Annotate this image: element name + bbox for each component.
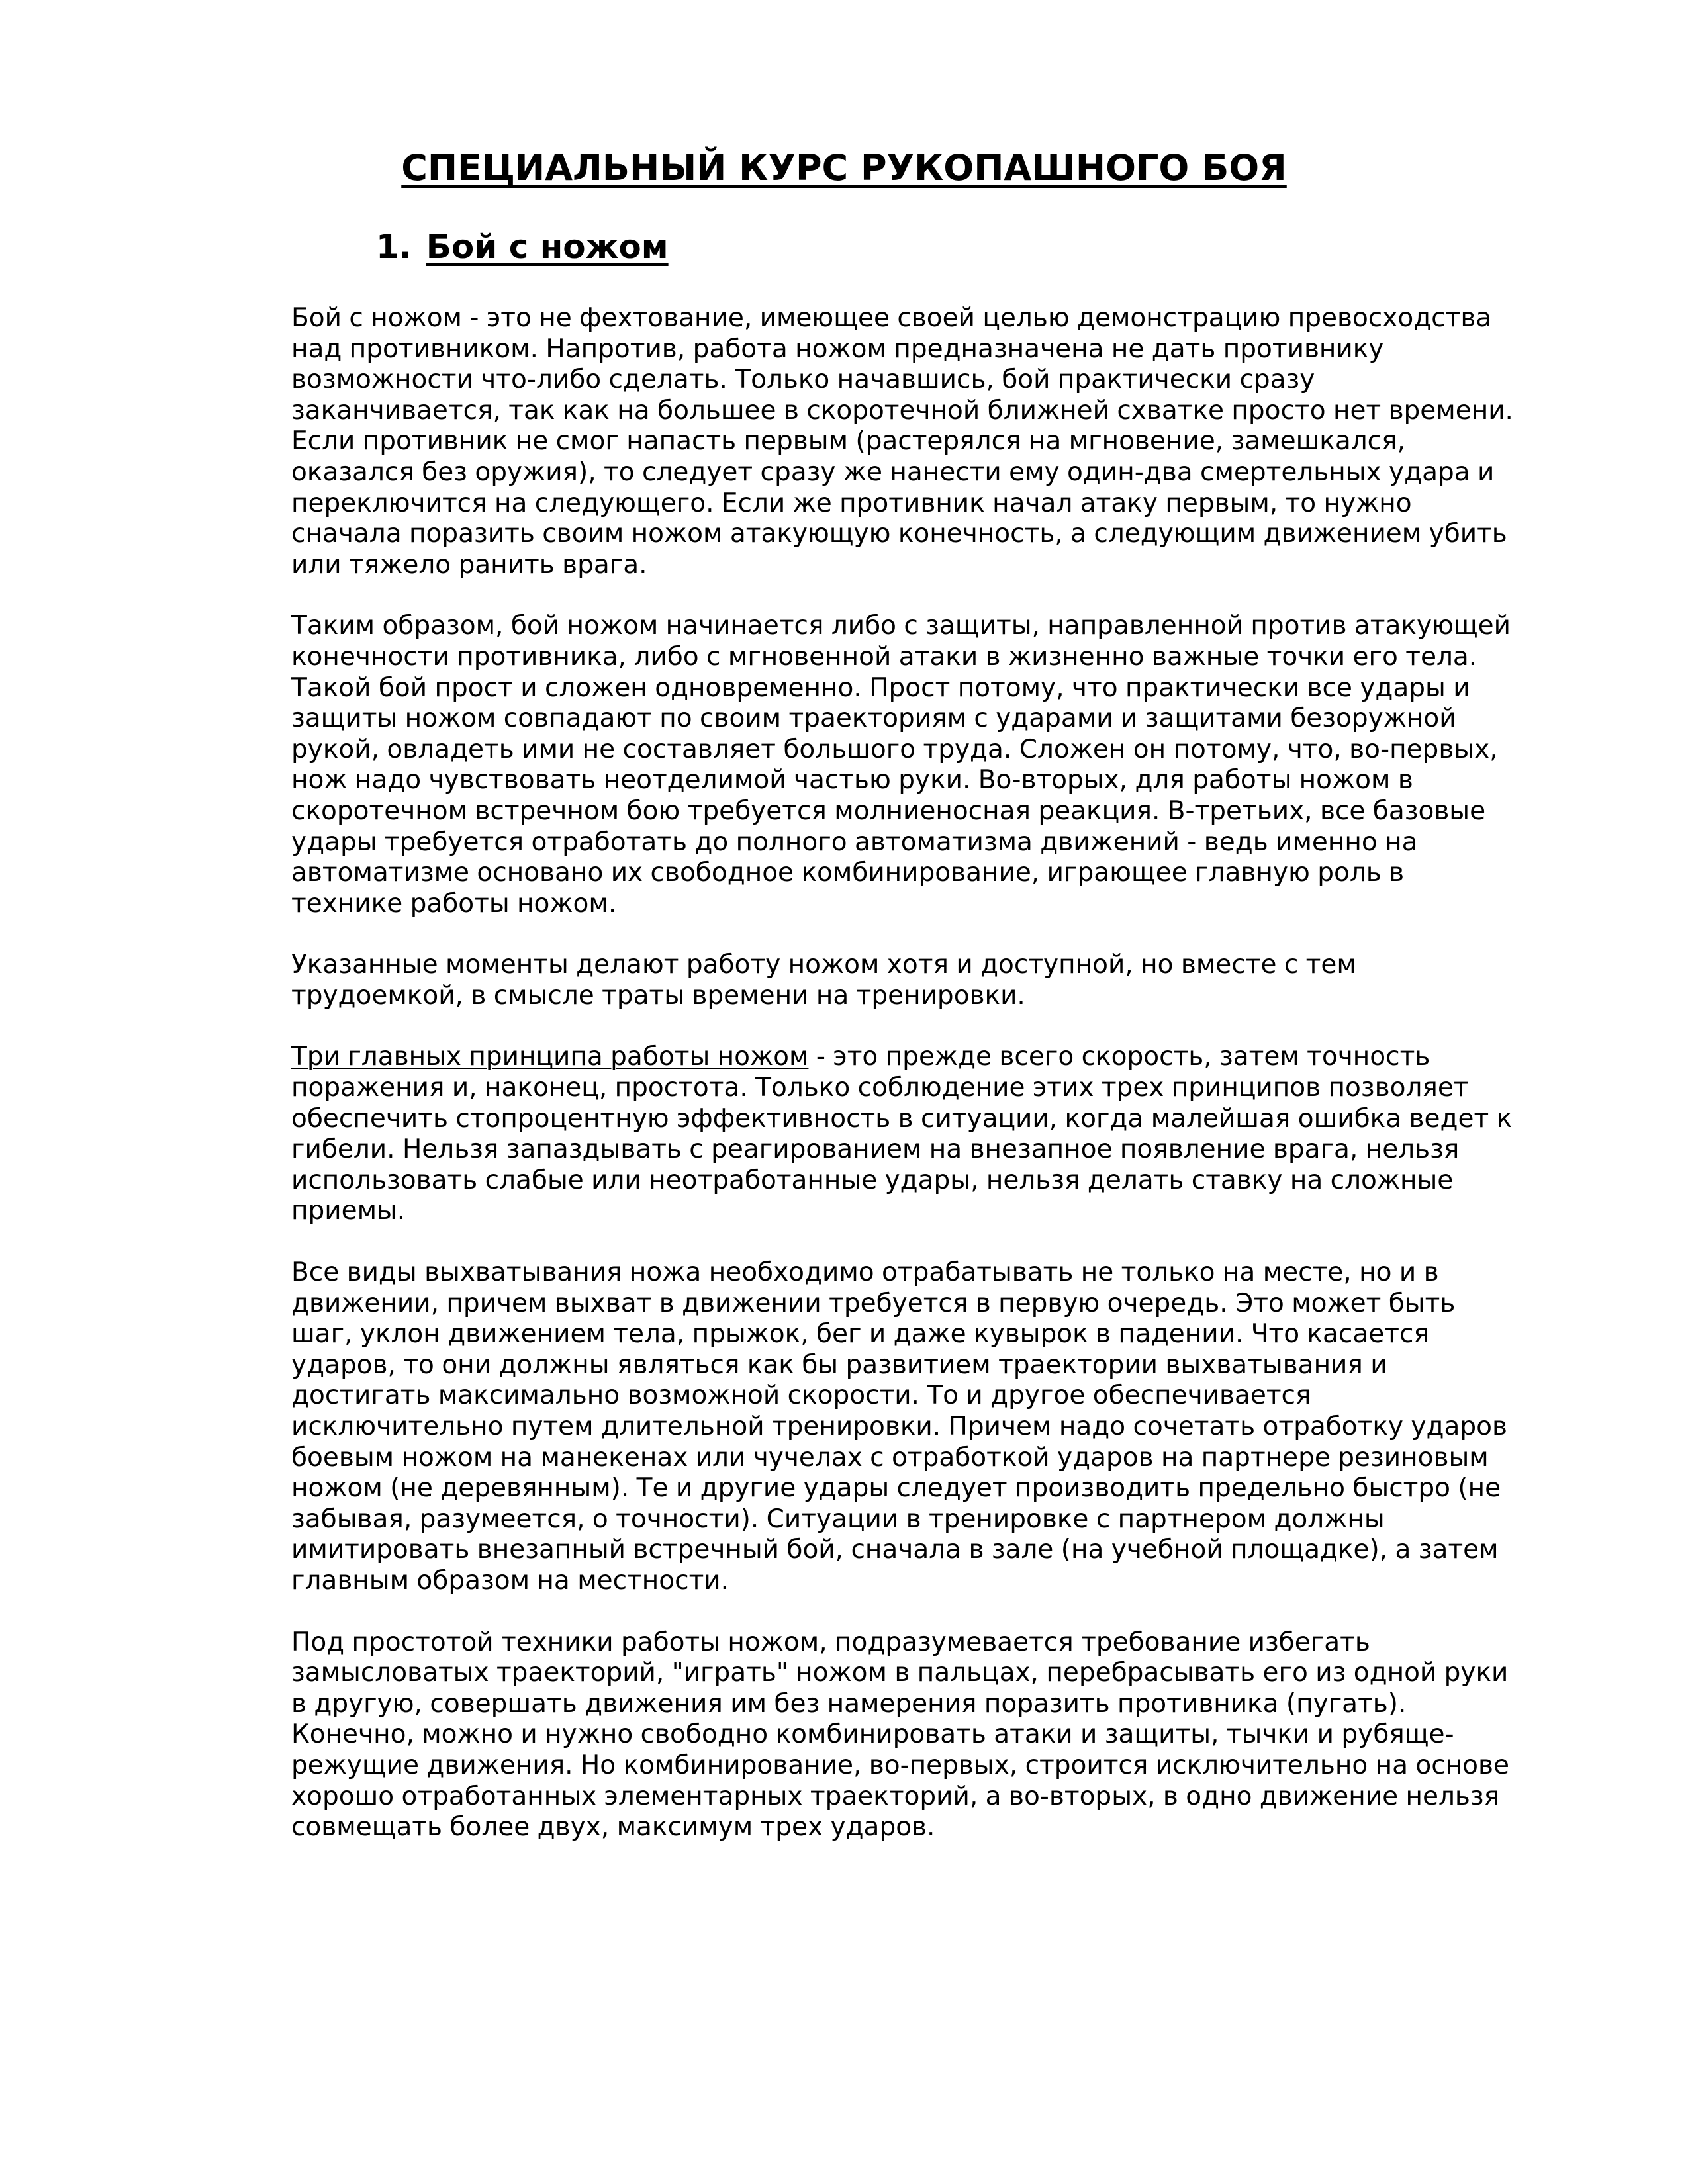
text-line: приемы.	[291, 1196, 406, 1226]
text-line: переключится на следующего. Если же противник начал атаку первым, то нужно	[291, 488, 1412, 518]
text-line: поражения и, наконец, простота. Только соблюдение этих трех принципов позволяет	[291, 1073, 1469, 1103]
text-line: автоматизме основано их свободное комбинирование, играющее главную роль в	[291, 858, 1405, 888]
text-line: скоротечном встречном бою требуется молниеносная реакция. В-третьих, все базовые	[291, 796, 1486, 826]
paragraph-4	[291, 1042, 1513, 1227]
text-line: шаг, уклон движением тела, прыжок, бег и даже кувырок в падении. Что касается	[291, 1319, 1429, 1349]
text-line: Все виды выхватывания ножа необходимо отрабатывать не только на месте, но и в	[291, 1257, 1439, 1288]
text-line: исключительно путем длительной тренировки. Причем надо сочетать отработку ударов	[291, 1412, 1507, 1441]
paragraph-2	[291, 611, 1511, 919]
text-line: Если противник не смог напасть первым (растерялся на мгновение, замешкался,	[291, 426, 1405, 457]
text-line: сначала поразить своим ножом атакующую конечность, а следующим движением убить	[291, 519, 1507, 549]
text-line: совмещать более двух, максимум трех ударов.	[291, 1812, 935, 1843]
text-line: достигать максимально возможной скорости. То и другое обеспечивается	[291, 1381, 1311, 1411]
text-line: движении, причем выхват в движении требуется в первую очередь. Это может быть	[291, 1288, 1456, 1318]
text-line: гибели. Нельзя запаздывать с реагированием на внезапное появление врага, нельзя	[291, 1134, 1460, 1165]
underlined-phrase: Три главных принципа работы ножом	[291, 1042, 809, 1072]
text-line: трудоемкой, в смысле траты времени на тренировки.	[291, 980, 1025, 1011]
text-line: Конечно, можно и нужно свободно комбинировать атаки и защиты, тычки и рубяще-	[291, 1719, 1454, 1750]
text-line: Указанные моменты делают работу ножом хотя и доступной, но вместе с тем	[291, 950, 1356, 980]
text-line: над противником. Напротив, работа ножом предназначена не дать противнику	[291, 334, 1384, 364]
section-title: Бой с ножом	[426, 228, 669, 266]
text-line: забывая, разумеется, о точности). Ситуации в тренировке с партнером должны	[291, 1504, 1385, 1534]
text-line: оказался без оружия), то следует сразу же нанести ему один-два смертельных удара и	[291, 457, 1495, 487]
text-line: удары требуется отработать до полного автоматизма движений - ведь именно на	[291, 827, 1418, 857]
text-line	[291, 1042, 1496, 1073]
text-line: главным образом на местности.	[291, 1565, 729, 1596]
paragraph-3	[291, 950, 1496, 1011]
text-line: хорошо отработанных элементарных траекторий, а во-вторых, в одно движение нельзя	[291, 1781, 1500, 1811]
paragraph-5	[291, 1257, 1507, 1597]
text-line: нож надо чувствовать неотделимой частью руки. Во-вторых, для работы ножом в	[291, 765, 1413, 796]
text-line: Бой с ножом - это не фехтование, имеющее своей целью демонстрацию превосходства	[291, 303, 1492, 333]
text-line: ударов, то они должны являться как бы развитием траектории выхватывания и	[291, 1349, 1387, 1380]
text-line: возможности что-либо сделать. Только начавшись, бой практически сразу	[291, 365, 1315, 395]
text-line: технике работы ножом.	[291, 888, 617, 919]
text-line: обеспечить стопроцентную эффективность в ситуации, когда малейшая ошибка ведет к	[291, 1103, 1513, 1134]
paragraph-1	[291, 303, 1513, 580]
section-heading	[376, 228, 669, 266]
text-line: ножом (не деревянным). Те и другие удары следует производить предельно быстро (не	[291, 1473, 1501, 1504]
document-title: СПЕЦИАЛЬНЫЙ КУРС РУКОПАШНОГО БОЯ	[401, 147, 1287, 189]
text-line: Такой бой прост и сложен одновременно. Прост потому, что практически все удары и	[291, 672, 1470, 703]
text-line: режущие движения. Но комбинирование, во-первых, строится исключительно на основе	[291, 1750, 1510, 1780]
text-line: в другую, совершать движения им без намерения поразить противника (пугать).	[291, 1688, 1407, 1719]
text-line: конечности противника, либо с мгновенной атаки в жизненно важные точки его тела.	[291, 641, 1477, 672]
text-fragment: - это прежде всего скорость, затем точность	[808, 1042, 1430, 1072]
section-number: 1.	[376, 228, 412, 266]
text-line: имитировать внезапный встречный бой, сначала в зале (на учебной площадке), а затем	[291, 1535, 1499, 1565]
text-line: рукой, овладеть ими не составляет большого труда. Сложен он потому, что, во-первых,	[291, 734, 1498, 764]
text-line: Под простотой техники работы ножом, подразумевается требование избегать	[291, 1627, 1370, 1657]
paragraph-6	[291, 1627, 1510, 1843]
text-line: заканчивается, так как на большее в скоротечной ближней схватке просто нет времени.	[291, 395, 1513, 426]
text-line: защиты ножом совпадают по своим траекториям с ударами и защитами безоружной	[291, 704, 1456, 734]
text-line: боевым ножом на манекенах или чучелах с отработкой ударов на партнере резиновым	[291, 1442, 1489, 1473]
text-line: или тяжело ранить врага.	[291, 549, 647, 580]
text-line: использовать слабые или неотработанные удары, нельзя делать ставку на сложные	[291, 1165, 1454, 1195]
text-line: замысловатых траекторий, "играть" ножом в пальцах, перебрасывать его из одной руки	[291, 1658, 1509, 1688]
body-text	[291, 303, 1513, 1874]
text-line: Таким образом, бой ножом начинается либо с защиты, направленной против атакующей	[291, 611, 1511, 641]
